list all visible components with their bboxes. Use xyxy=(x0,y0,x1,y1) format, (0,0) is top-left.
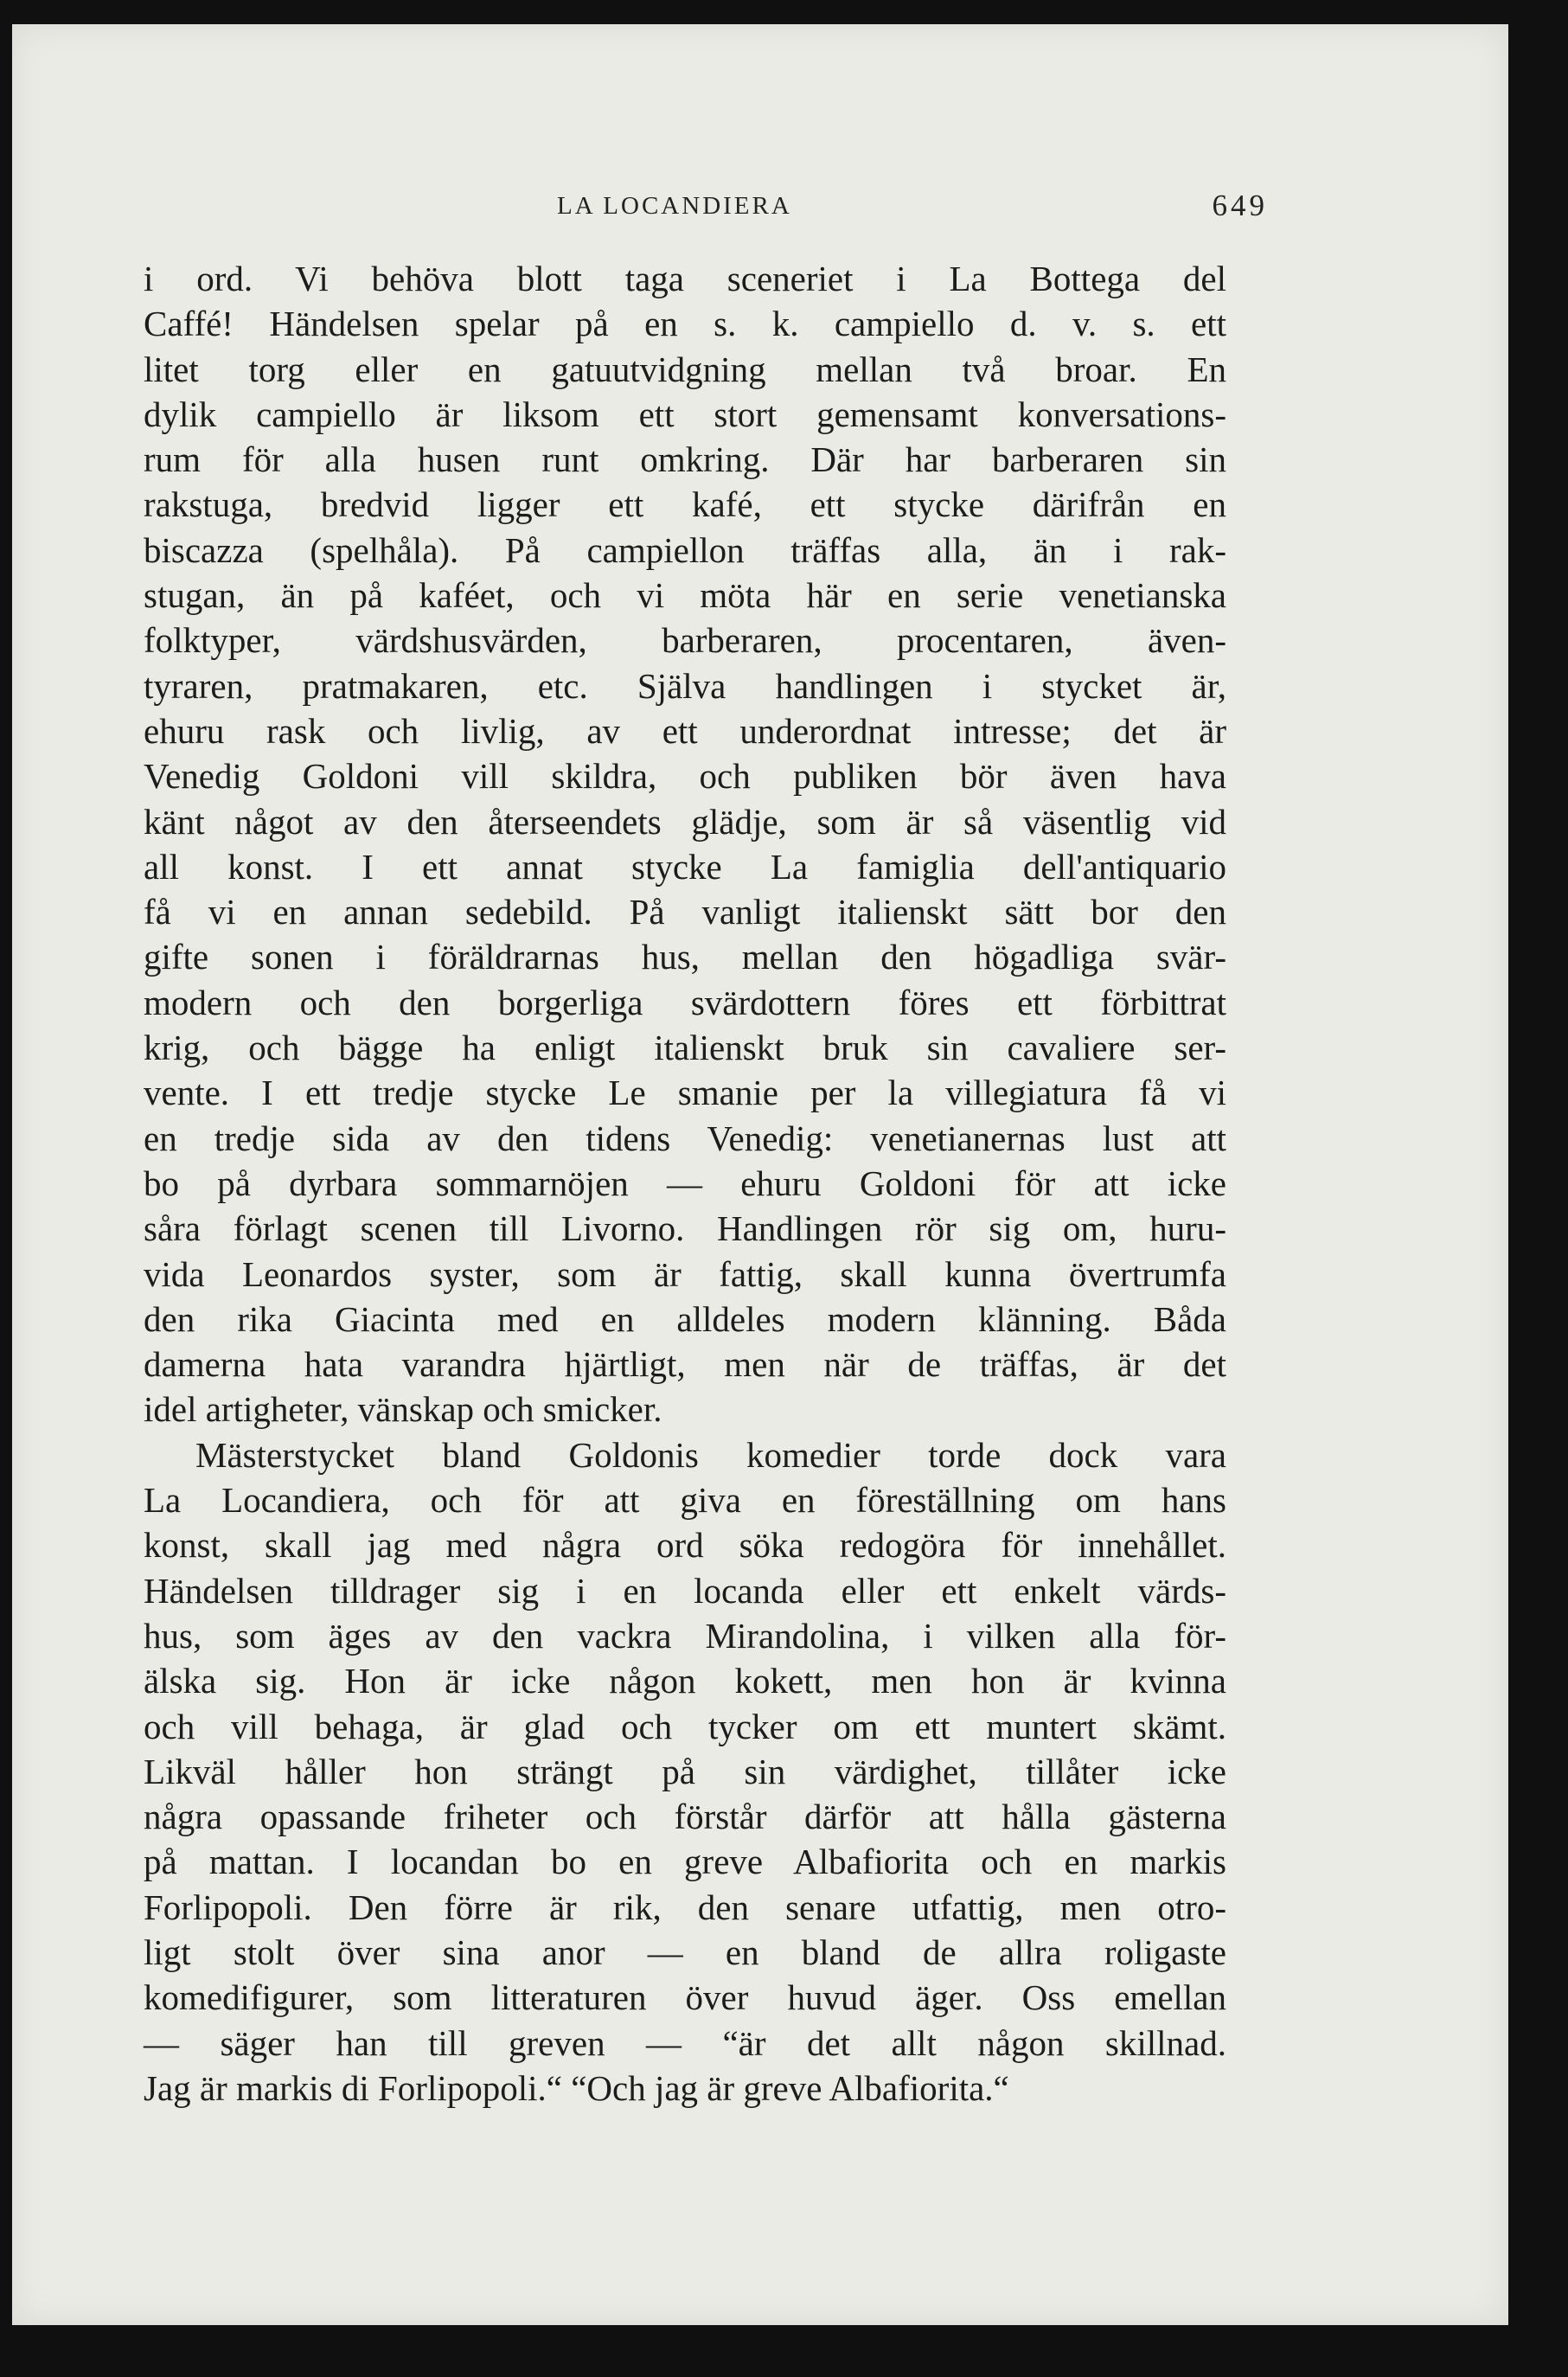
text-line: gifte sonen i föräldrarnas hus, mellan den högadliga svär- xyxy=(144,937,1226,977)
text-line: hus, som äges av den vackra Mirandolina, i vilken alla för- xyxy=(144,1615,1226,1656)
text-line: älska sig. Hon är icke någon kokett, men hon är kvinna xyxy=(144,1661,1226,1701)
text-line: komedifigurer, som litteraturen över huvud äger. Oss emellan xyxy=(144,1977,1226,2018)
text-line: vente. I ett tredje stycke Le smanie per la villegiatura få vi xyxy=(144,1073,1226,1113)
text-line: ehuru rask och livlig, av ett underordnat intresse; det är xyxy=(144,710,1226,751)
text-line: Händelsen tilldrager sig i en locanda eller ett enkelt värds- xyxy=(144,1570,1226,1611)
text-line: La Locandiera, och för att giva en föreställning om hans xyxy=(144,1480,1226,1521)
text-line: litet torg eller en gatuutvidgning mellan två broar. En xyxy=(144,349,1226,389)
text-line: en tredje sida av den tidens Venedig: venetianernas lust att xyxy=(144,1118,1226,1158)
text-line: ligt stolt över sina anor — en bland de allra roligaste xyxy=(144,1932,1226,1972)
text-line: den rika Giacinta med en alldeles modern klänning. Båda xyxy=(144,1298,1226,1339)
text-line: stugan, än på kaféet, och vi möta här en serie venetianska xyxy=(144,575,1226,616)
text-line: — säger han till greven — “är det allt någon skillnad. xyxy=(144,2022,1226,2063)
text-line: några opassande friheter och förstår därför att hålla gästerna xyxy=(144,1797,1226,1837)
page-number: 649 xyxy=(1212,189,1268,222)
text-line: och vill behaga, är glad och tycker om ett muntert skämt. xyxy=(144,1706,1226,1746)
text-line: Venedig Goldoni vill skildra, och publiken bör även hava xyxy=(144,756,1226,797)
text-line: rakstuga, bredvid ligger ett kafé, ett stycke därifrån en xyxy=(144,484,1226,525)
text-line: på mattan. I locandan bo en greve Albafiorita och en markis xyxy=(144,1842,1226,1882)
text-line: folktyper, värdshusvärden, barberaren, procentaren, även- xyxy=(144,620,1226,661)
text-line: tyraren, pratmakaren, etc. Själva handlingen i stycket är, xyxy=(144,665,1226,706)
text-line: i ord. Vi behöva blott taga sceneriet i La Bottega del xyxy=(144,259,1226,298)
text-line: idel artigheter, vänskap och smicker. xyxy=(144,1389,662,1430)
body-text xyxy=(144,256,1226,2111)
text-line: Forlipopoli. Den förre är rik, den senare utfattig, men otro- xyxy=(144,1887,1226,1927)
book-page xyxy=(12,24,1508,2325)
text-line: rum för alla husen runt omkring. Där har barberaren sin xyxy=(144,439,1226,480)
text-line: vida Leonardos syster, som är fattig, skall kunna övertrumfa xyxy=(144,1253,1226,1294)
text-line: biscazza (spelhåla). På campiellon träffas alla, än i rak- xyxy=(144,529,1226,570)
text-line: känt något av den återseendets glädje, som är så väsentlig vid xyxy=(144,801,1226,842)
text-line: damerna hata varandra hjärtligt, men när de träffas, är det xyxy=(144,1344,1226,1385)
text-line: konst, skall jag med några ord söka redogöra för innehållet. xyxy=(144,1525,1226,1566)
running-head xyxy=(12,189,1508,227)
text-line: bo på dyrbara sommarnöjen — ehuru Goldoni för att icke xyxy=(144,1163,1226,1203)
text-line: få vi en annan sedebild. På vanligt italienskt sätt bor den xyxy=(144,892,1226,932)
text-line: Mästerstycket bland Goldonis komedier torde dock vara xyxy=(195,1434,1226,1475)
text-line: Caffé! Händelsen spelar på en s. k. campiello d. v. s. ett xyxy=(144,304,1226,344)
text-line: Jag är markis di Forlipopoli.“ “Och jag är greve Albafiorita.“ xyxy=(144,2067,1009,2108)
running-title: LA LOCANDIERA xyxy=(557,192,792,220)
text-line: dylik campiello är liksom ett stort gemensamt konversations- xyxy=(144,394,1226,434)
text-line: all konst. I ett annat stycke La famiglia dell'antiquario xyxy=(144,846,1226,887)
text-line: krig, och bägge ha enligt italienskt bruk sin cavaliere ser- xyxy=(144,1028,1226,1068)
text-line: modern och den borgerliga svärdottern föres ett förbittrat xyxy=(144,982,1226,1022)
text-line: Likväl håller hon strängt på sin värdighet, tillåter icke xyxy=(144,1751,1226,1791)
text-line: såra förlagt scenen till Livorno. Handlingen rör sig om, huru- xyxy=(144,1208,1226,1249)
